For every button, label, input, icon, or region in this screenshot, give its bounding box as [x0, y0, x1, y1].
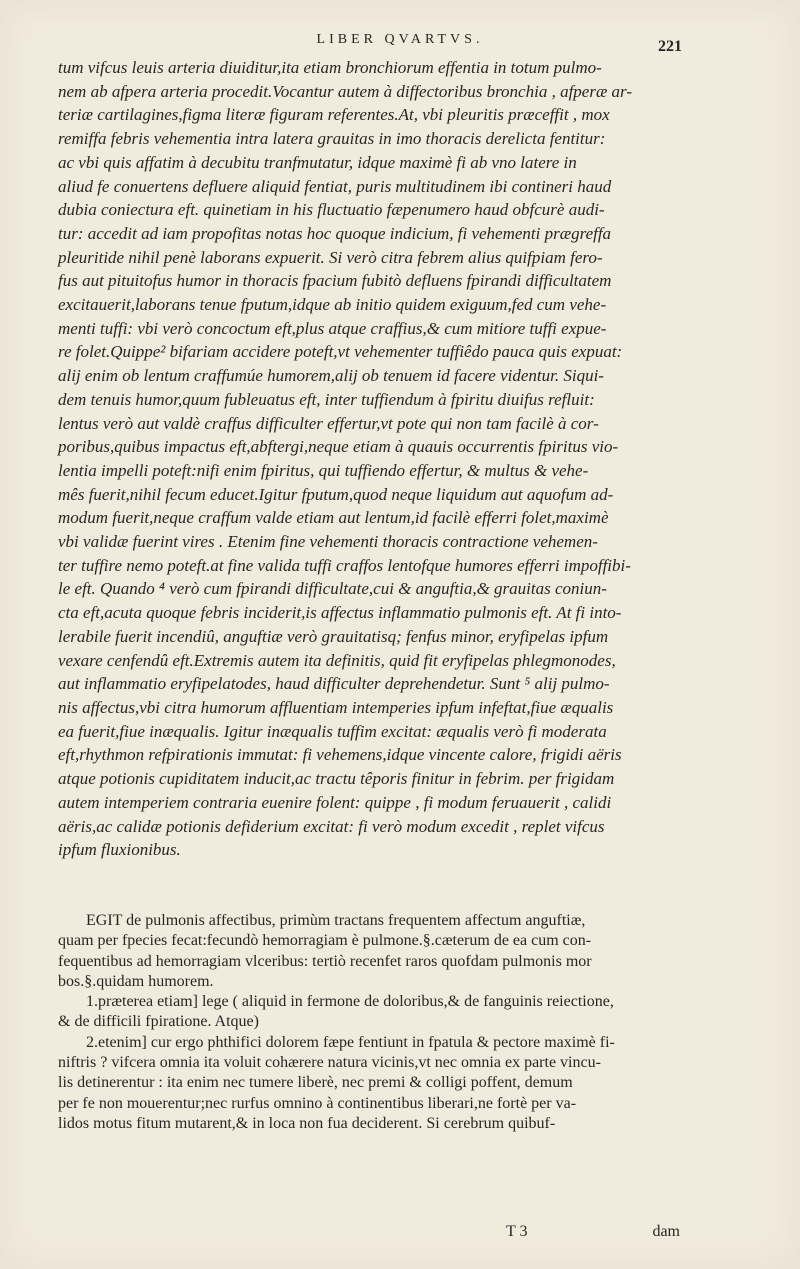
- main-text-line: tum vifcus leuis arteria diuiditur,ita etiam bronchiorum effentia in totum pulmo-: [58, 58, 602, 77]
- main-text-line: ter tuffire nemo poteft.at fine valida tuffi craffos lentofque humores efferri impoffibi-: [58, 555, 631, 575]
- commentary-block: [58, 911, 678, 1134]
- main-text-line: lentia impelli poteft:nifi enim fpiritus, qui tuffiendo effertur, & multus & vehe-: [58, 460, 589, 480]
- main-text-line: modum fuerit,neque craffum valde etiam aut lentum,id facilè efferri folet,maximè: [58, 508, 609, 528]
- commentary-line: & de difficili fpiratione. Atque): [58, 1013, 259, 1031]
- main-text-line: mês fuerit,nihil fecum educet.Igitur fputum,quod neque liquidum aut aquofum ad-: [58, 484, 614, 504]
- main-text-line: dem tenuis humor,quum fubleuatus eft, inter tuffiendum à fpiritu diuifus refluit:: [58, 389, 595, 409]
- main-text-line: lentus verò aut valdè craffus difficulter effertur,vt pote qui non tam facilè à cor-: [58, 413, 599, 433]
- commentary-line: per fe non mouerentur;nec rurfus omnino à continentibus liberari,ne fortè per va-: [58, 1094, 577, 1112]
- main-text-line: teriæ cartilagines,figma literæ figuram referentes.At, vbi pleuritis præceffit , mox: [58, 105, 610, 125]
- running-head: LIBER QVARTVS.: [316, 32, 484, 47]
- main-text-line: autem intemperiem contraria euenire folent: quippe , fi modum feruauerit , calidi: [58, 792, 612, 812]
- main-text-line: ac vbi quis affatim à decubitu tranfmutatur, idque maximè fi ab vno latere in: [58, 152, 577, 172]
- commentary-line: quam per fpecies fecat:fecundò hemorragiam è pulmone.§.cæterum de ea cum con-: [58, 932, 592, 950]
- main-text-line: pleuritide nihil penè laborans expuerit. Si verò citra febrem alius quifpiam fero-: [58, 247, 603, 267]
- main-text-line: eft,rhythmon refpirationis immutat: fi vehemens,idque vincente calore, frigidi aëris: [58, 745, 622, 765]
- main-text-line: alij enim ob lentum craffumúe humorem,alij ob tenuem id facere videntur. Siqui-: [58, 366, 604, 386]
- main-text-line: aut inflammatio eryfipelatodes, haud difficulter deprehendetur. Sunt ⁵ alij pulmo-: [58, 674, 610, 694]
- commentary-line: fequentibus ad hemorragiam vlceribus: tertiò recenfet raros quofdam pulmonis mor: [58, 952, 592, 970]
- main-text-line: ipfum fluxionibus.: [58, 840, 181, 860]
- commentary-line: 2.etenim] cur ergo phthifici dolorem fæpe fentiunt in fpatula & pectore maximè fi-: [86, 1033, 615, 1051]
- main-text-line: tur: accedit ad iam propofitas notas hoc quoque indicium, fi vehementi prægreffa: [58, 223, 612, 243]
- commentary-line: niftris ? vifcera omnia ita voluit cohærere natura vicinis,vt nec omnia ex parte vincu-: [58, 1054, 601, 1072]
- commentary-line: EGIT de pulmonis affectibus, primùm tractans frequentem affectum anguftiæ,: [86, 912, 586, 929]
- main-text-line: nem ab afpera arteria procedit.Vocantur autem à diffectoribus bronchia , afperæ ar-: [58, 81, 632, 101]
- main-text-line: remiffa febris vehementia intra latera grauitas in imo thoracis derelicta fentitur:: [58, 129, 606, 149]
- main-text-line: vexare cenfendû eft.Extremis autem ita definitis, quid fit eryfipelas phlegmonodes,: [58, 650, 616, 670]
- catchword: dam: [652, 1223, 680, 1240]
- main-text-line: nis affectus,vbi citra humorum affluentiam intemperies ipfum infeftat,fiue æqualis: [58, 697, 614, 717]
- main-text-line: aëris,ac calidæ potionis defiderium excitat: fi verò modum excedit , replet vifcus: [58, 816, 605, 836]
- main-text-line: dubia coniectura eft. quinetiam in his fluctuatio fæpenumero haud obfcurè audi-: [58, 200, 605, 220]
- main-text-block: [58, 56, 678, 862]
- commentary-line: lidos motus fitum mutarent,& in loca non fua deciderent. Si cerebrum quibuf-: [58, 1114, 556, 1132]
- main-text-line: ea fuerit,fiue inæqualis. Igitur inæqualis tuffim excitat: æqualis verò fi moderata: [58, 721, 607, 741]
- main-text-line: menti tuffi: vbi verò concoctum eft,plus atque craffius,& cum mitiore tuffi expue-: [58, 318, 607, 338]
- page-footer: [58, 1223, 678, 1247]
- signature-mark: T 3: [506, 1223, 528, 1240]
- commentary-line: lis detinerentur : ita enim nec tumere liberè, nec premi & colligi poffent, demum: [58, 1074, 573, 1092]
- commentary-line: 1.præterea etiam] lege ( aliquid in fermone de doloribus,& de fanguinis reiectione,: [86, 993, 614, 1011]
- main-text-line: vbi validæ fuerint vires . Etenim fine vehementi thoracis contractione vehemen-: [58, 532, 598, 552]
- main-text-line: aliud fe conuertens defluere aliquid fentiat, puris multitudinem ibi contineri haud: [58, 176, 612, 196]
- commentary-line: bos.§.quidam humorem.: [58, 972, 214, 990]
- main-text-line: atque potionis cupiditatem inducit,ac tractu têporis finitur in febrim. per frigidam: [58, 769, 615, 789]
- main-text-line: excitauerit,laborans tenue fputum,idque ab initio quidem exiguum,fed cum vehe-: [58, 295, 607, 315]
- main-text-line: cta eft,acuta quoque febris inciderit,is affectus inflammatio pulmonis eft. At fi into-: [58, 603, 622, 623]
- folio-number: 221: [658, 38, 682, 55]
- main-text-line: fus aut pituitofus humor in thoracis fpacium fubitò defluens fpirandi difficultatem: [58, 271, 612, 291]
- main-text-line: le eft. Quando ⁴ verò cum fpirandi difficultate,cui & anguftia,& grauitas coniun-: [58, 579, 607, 599]
- main-text-line: poribus,quibus impactus eft,abftergi,neque etiam à quauis occurrentis fpiritus vio-: [58, 437, 619, 457]
- main-text-line: re folet.Quippe² bifariam accidere poteft,vt vehementer tuffiêdo pauca quis expuat:: [58, 342, 623, 362]
- main-text-line: lerabile fuerit incendiû, anguftiæ verò grauitatisq; fenfus minor, eryfipelas ipfum: [58, 626, 609, 646]
- page-header: [0, 28, 800, 54]
